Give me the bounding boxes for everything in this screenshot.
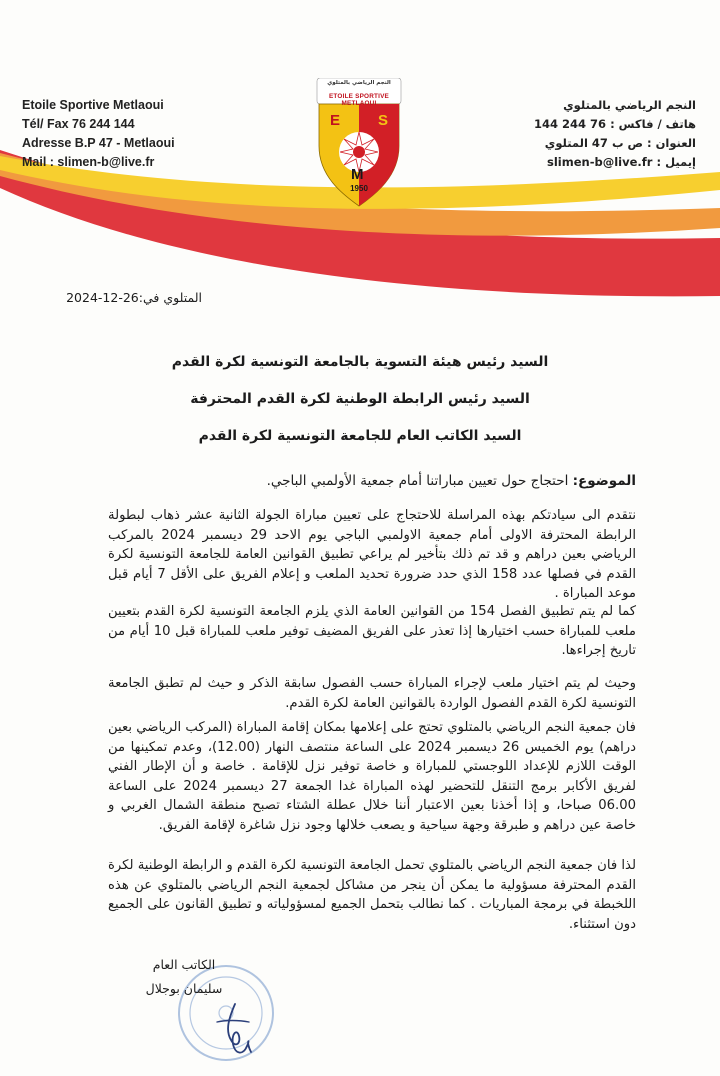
crest-letter-m: M: [351, 166, 364, 183]
letter-subject: [76, 473, 636, 489]
addressee-3: السيد الكاتب العام للجامعة التونسية لكرة القدم: [198, 428, 522, 444]
club-address-latin: Adresse B.P 47 - Metlaoui: [22, 136, 175, 150]
club-mail-arabic: [446, 153, 696, 172]
body-paragraph-5: لذا فان جمعية النجم الرياضي بالمتلوي تحمل الجامعة التونسية لكرة القدم و الرابطة الوطنية لكرة القدم المحترفة مسؤولية ما يمكن أن ينجر من مشاكل لجمعية النجم الرياضي بالمتلوي عن هذه اللخبطة في برمجة المباريات . كما نطالب بتحمل الجميع لمسؤولياته و تطبيق القانون على الجميع دون استثناء.: [108, 858, 636, 932]
crest-latin-name: ETOILE SPORTIVE METLAOUI: [328, 93, 390, 107]
date-value: 2024-12-26: [66, 290, 139, 305]
body-paragraph-1: نتقدم الى سيادتكم بهذه المراسلة للاحتجاج على تعيين مباراة الجولة الثانية عشر ذهاب لبطولة الرابطة المحترفة الاولى أمام جمعية الاولمبي الباجي يوم الاحد 29 ديسمبر 2024 بالمركب الرياضي بعين دراهم و قد تم ذلك بتأخير لم يراعي تطبيق القوانين العامة للجامعة التونسية لكرة القدم في فصلها عدد 158 الذي حدد ضرورة تحديد الملعب و إعلام الفريق على الأقل 7 أيام قبل موعد المباراة .: [108, 508, 636, 601]
club-mail-label: إيميل :: [656, 155, 696, 169]
club-phone-label: هاتف / فاكس :: [610, 117, 696, 131]
signature-title: الكاتب العام: [152, 957, 216, 972]
body-paragraph-4: فان جمعية النجم الرياضي بالمتلوي تحتج على إعلامها بمكان إقامة المباراة (المركب الرياضي بعين دراهم) يوم الخميس 26 ديسمبر 2024 على الساعة منتصف النهار (12.00)، وعدم تمكينها من الوقت اللازم للإعداد اللوجستي للمباراة و خاصة توفير نزل للإقامة . خاصة و أن الإطار الفني لفريق الأكابر برمج التنقل للتحضير لهذه المباراة غدا الجمعة 27 ديسمبر 2024 على الساعة 06.00 صباحا، و إذا أخذنا بعين الاعتبار أننا خلال عطلة الشتاء تصبح منطقة الشمال الغربي و خاصة عين دراهم و طبرقة وجهة سياحية و يصعب خلالها وجود نزل شاغرة لإقامة الفريق.: [108, 720, 636, 833]
body-paragraph-3: وحيث لم يتم اختيار ملعب لإجراء المباراة حسب الفصول سابقة الذكر و حيث لم تطبق الجامعة التونسية لكرة القدم الفصول الواردة بالقوانين العامة لكرة القدم.: [108, 676, 636, 711]
club-phone-number: 144 244 76: [534, 117, 607, 131]
club-info-arabic: [446, 96, 696, 172]
letter-date: [66, 290, 202, 305]
addressee-1: السيد رئيس هيئة التسوية بالجامعة التونسية لكرة القدم: [171, 354, 549, 370]
club-phone-latin: Tél/ Fax 76 244 144: [22, 117, 135, 131]
club-phone-arabic: [446, 115, 696, 134]
crest-letter-e: E: [330, 112, 341, 129]
club-mail-address: slimen-b@live.fr: [547, 155, 653, 169]
club-address-arabic: العنوان : ص ب 47 المتلوي: [544, 136, 696, 150]
subject-label: الموضوع:: [572, 473, 636, 489]
addressee-2: السيد رئيس الرابطة الوطنية لكرة القدم المحترفة: [190, 391, 530, 407]
addressee-block: [0, 344, 720, 455]
signature-block: [124, 953, 244, 1001]
club-mail-latin: Mail : slimen-b@live.fr: [22, 155, 155, 169]
crest-year: 1950: [350, 184, 368, 193]
crest-arabic-name: النجم الرياضي بالمتلوي: [327, 80, 391, 86]
body-paragraph-2: كما لم يتم تطبيق الفصل 154 من القوانين العامة الذي يلزم الجامعة التونسية لكرة القدم بتعيين ملعب للمباراة حسب اختيارها إذا تعذر على الفريق المضيف توفير ملعب للمباراة قبل 10 أيام من تاريخ إجراءها.: [108, 604, 636, 658]
club-info-latin: [22, 96, 282, 172]
signature-name: سليمان بوجلال: [145, 981, 223, 996]
date-label: المتلوي في:: [138, 290, 202, 305]
handwritten-signature: [195, 1000, 275, 1060]
subject-text: احتجاج حول تعيين مباراتنا أمام جمعية الأولمبي الباجي.: [266, 473, 569, 489]
crest-letter-s: S: [378, 112, 389, 129]
club-name-arabic: النجم الرياضي بالمتلوي: [563, 98, 696, 112]
club-name-latin: Etoile Sportive Metlaoui: [22, 98, 164, 112]
club-crest-logo: [316, 78, 402, 208]
